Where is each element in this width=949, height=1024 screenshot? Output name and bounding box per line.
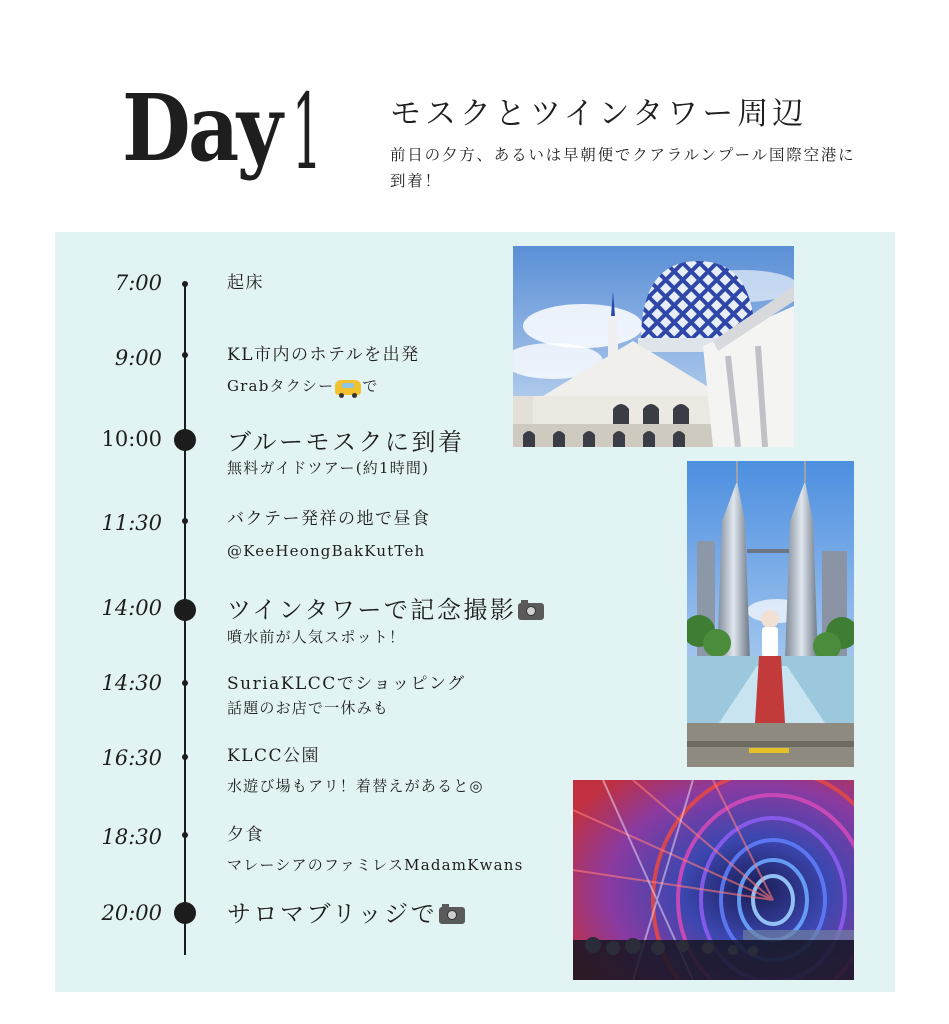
event-title: KLCC公園: [227, 746, 321, 766]
day-label: Day: [122, 74, 281, 182]
event-title-text: ツインタワーで記念撮影: [227, 596, 517, 624]
time-label: 9:00: [114, 346, 162, 370]
timeline-dot: [182, 754, 188, 760]
event-subtitle: 話題のお店で一休みも: [227, 699, 390, 717]
timeline-dot-large: [174, 599, 196, 621]
event-title: 夕食: [227, 825, 264, 845]
event-title: ブルーモスクに到着: [227, 428, 465, 456]
event-subtitle-text: Grabタクシー: [227, 377, 335, 395]
event-subtitle: 噴水前が人気スポット！: [227, 628, 406, 646]
timeline-dot: [182, 352, 188, 358]
taxi-icon: [335, 380, 361, 395]
event-subtitle: [227, 379, 379, 395]
time-label: 14:30: [101, 671, 162, 695]
event-subtitle: @KeeHeongBakKutTeh: [227, 542, 426, 560]
event-title: [227, 598, 544, 622]
event-title: バクテー発祥の地で昼食: [227, 509, 431, 529]
day-title: モスクとツインタワー周辺: [390, 96, 808, 132]
timeline-dot: [182, 680, 188, 686]
event-title: KL市内のホテルを出発: [227, 345, 420, 365]
event-title: 起床: [227, 273, 264, 293]
time-label: 20:00: [101, 901, 162, 925]
timeline-dot: [182, 518, 188, 524]
saloma-bridge-photo: [573, 780, 854, 980]
event-subtitle-text: で: [362, 377, 379, 395]
camera-icon: [439, 907, 465, 924]
blue-mosque-photo: [513, 246, 794, 447]
timeline-dot-large: [174, 429, 196, 451]
day-number: 1: [292, 71, 322, 193]
event-title-text: サロマブリッジで: [227, 900, 438, 928]
time-label: 14:00: [101, 596, 162, 620]
time-label: 18:30: [101, 825, 162, 849]
time-label: 11:30: [101, 511, 162, 535]
event-subtitle: 無料ガイドツアー(約1時間): [227, 459, 430, 477]
event-title: SuriaKLCCでショッピング: [227, 674, 466, 694]
camera-icon: [518, 603, 544, 620]
twin-towers-photo: [687, 461, 854, 767]
time-label: 10:00: [101, 427, 162, 451]
day-description: 前日の夕方、あるいは早朝便でクアラルンプール国際空港に到着！: [390, 146, 856, 190]
event-subtitle: マレーシアのファミレスMadamKwans: [227, 856, 524, 874]
timeline-dot-large: [174, 902, 196, 924]
timeline-dot: [182, 832, 188, 838]
time-label: 16:30: [101, 746, 162, 770]
event-title: [227, 902, 465, 926]
time-label: 7:00: [114, 271, 162, 295]
event-subtitle: 水遊び場もアリ！着替えがあると◎: [227, 777, 484, 795]
timeline-dot: [182, 281, 188, 287]
